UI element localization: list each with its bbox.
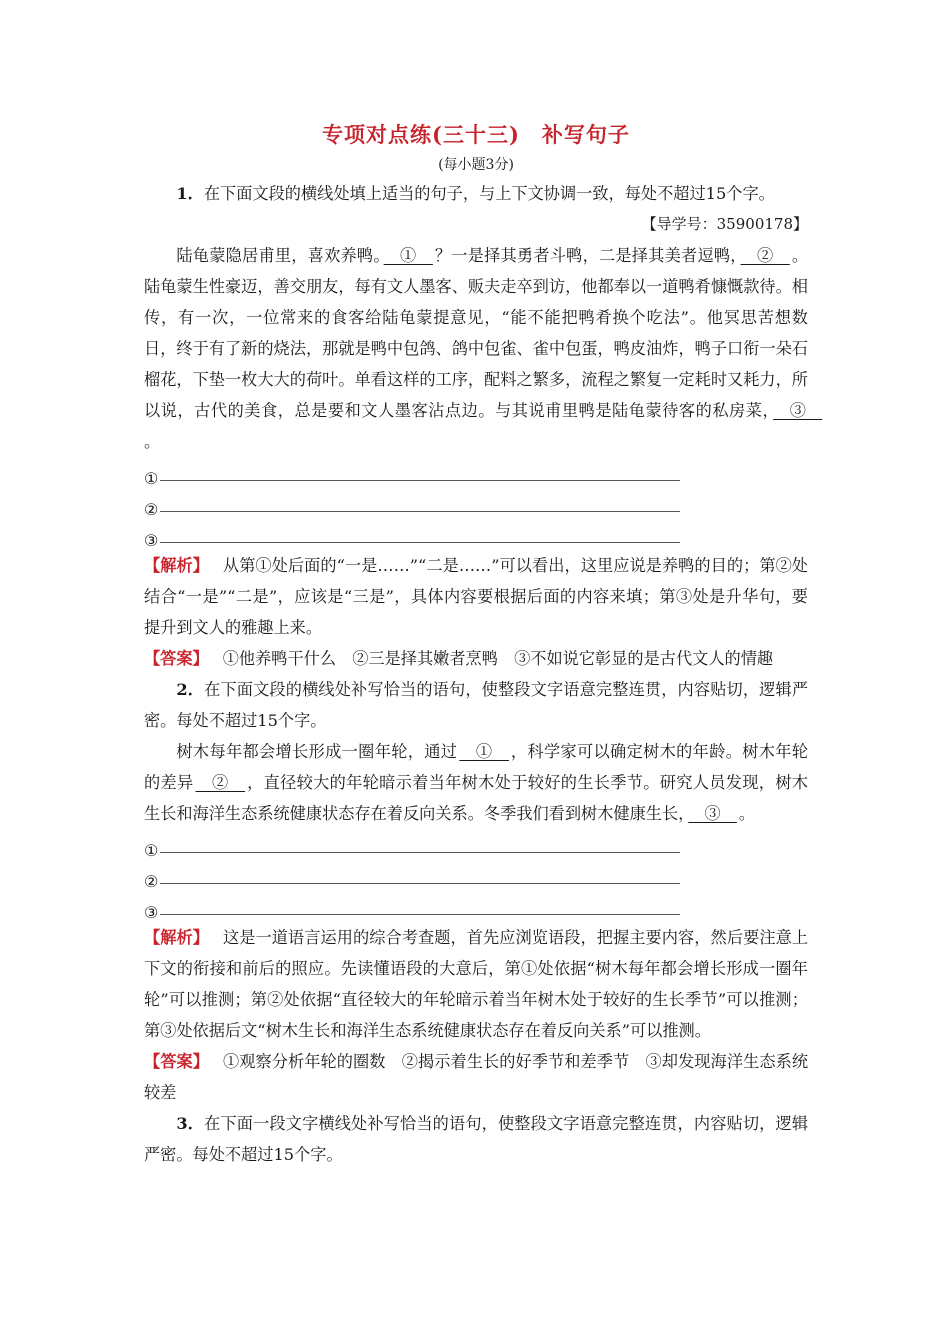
passage-text: 树木每年都会增长形成一圈年轮，通过 — [176, 742, 458, 761]
document-page — [144, 118, 823, 1170]
answer-rule — [160, 480, 680, 481]
answer-line-marker: ② — [144, 872, 159, 891]
answer-text: ①观察分析年轮的圈数 ②揭示着生长的好季节和差季节 ③却发现海洋生态系统较差 — [144, 1052, 809, 1102]
question-2-number: 2． — [176, 680, 205, 699]
question-2-answer — [144, 1046, 808, 1108]
answer-line-3 — [144, 891, 808, 922]
question-1-analysis — [144, 550, 808, 643]
question-2-analysis — [144, 922, 808, 1046]
question-3-text: 在下面一段文字横线处补写恰当的语句，使整段文字语意完整连贯，内容贴切，逻辑严密。每处不超过15个字。 — [144, 1114, 809, 1164]
answer-rule — [160, 883, 680, 884]
passage-text: ，直径较大的年轮暗示着当年树木处于较好的生长季节。研究人员发现，树木生长和海洋生态系统健康状态存在着反向关系。冬季我们看到树木健康生长， — [144, 773, 809, 823]
answer-tag: 【答案】 — [144, 1052, 210, 1071]
page-subtitle: (每小题3分) — [438, 157, 514, 173]
passage-text: 。陆龟蒙生性豪迈，善交朋友，每有文人墨客、贩夫走卒到访，他都奉以一道鸭肴慷慨款待。相传，有一次，一位常来的食客给陆龟蒙提意见，“能不能把鸭肴换个吃法”。他冥思苦想数日，终于有了新的烧法，那就是鸭中包鸽、鸽中包雀、雀中包蛋，鸭皮油炸，鸭子口衔一朵石榴花，下垫一枚大大的荷叶。单看这样的工序，配料之繁多，流程之繁复一定耗时又耗力，所以说，古代的美食，总是要和文人墨客沾点边。与其说甫里鸭是陆龟蒙待客的私房菜， — [144, 246, 808, 420]
analysis-tag: 【解析】 — [144, 556, 209, 575]
analysis-text: 从第①处后面的“一是……”“二是……”可以看出，这里应说是养鸭的目的；第②处结合“一是”“二是”，应该是“三是”，具体内容要根据后面的内容来填；第③处是升华句，要提升到文人的雅趣上来。 — [144, 556, 808, 637]
fill-blank-3: ③ — [688, 804, 737, 823]
answer-rule — [160, 914, 680, 915]
fill-blank-2: ② — [740, 246, 790, 265]
answer-rule — [160, 542, 680, 543]
passage-text: 。 — [738, 804, 756, 823]
guide-number: 【导学号：35900178】 — [641, 215, 808, 233]
answer-line-marker: ③ — [144, 531, 159, 550]
question-2-prompt — [144, 674, 808, 736]
question-1-answer — [144, 643, 808, 674]
fill-blank-3: ③ — [773, 401, 823, 420]
passage-text: 陆龟蒙隐居甫里，喜欢养鸭。 — [176, 246, 382, 265]
answer-line-2 — [144, 488, 808, 519]
analysis-text: 这是一道语言运用的综合考查题，首先应浏览语段，把握主要内容，然后要注意上下文的衔接和前后的照应。先读懂语段的大意后，第①处依据“树木每年都会增长形成一圈年轮”可以推测；第②处依据“直径较大的年轮暗示着当年树木处于较好的生长季节”可以推测；第③处依据后文“树木生长和海洋生态系统健康状态存在着反向关系”可以推测。 — [144, 928, 809, 1040]
fill-blank-1: ① — [459, 742, 509, 761]
answer-line-3 — [144, 519, 808, 550]
answer-line-marker: ③ — [144, 903, 159, 922]
page-title: 专项对点练(三十三) 补写句子 — [322, 122, 630, 147]
answer-line-marker: ② — [144, 500, 159, 519]
answer-line-1 — [144, 829, 808, 860]
answer-line-marker: ① — [144, 841, 159, 860]
question-3-prompt — [144, 1108, 808, 1170]
fill-blank-1: ① — [383, 246, 433, 265]
fill-blank-2: ② — [195, 773, 246, 792]
question-2-passage — [144, 736, 808, 829]
answer-rule — [160, 852, 680, 853]
passage-text: ？一是择其勇者斗鸭，二是择其美者逗鸭， — [434, 246, 739, 265]
question-1-text: 在下面文段的横线处填上适当的句子，与上下文协调一致，每处不超过15个字。 — [203, 184, 775, 203]
question-1-prompt — [144, 178, 808, 209]
question-1-passage — [144, 240, 823, 457]
passage-text: 。 — [144, 432, 161, 451]
answer-line-marker: ① — [144, 469, 159, 488]
analysis-tag: 【解析】 — [144, 928, 210, 947]
answer-tag: 【答案】 — [144, 649, 209, 668]
answer-line-2 — [144, 860, 808, 891]
passage-text: ，科学家可以确定树木的年龄。树木年轮的差异 — [144, 742, 809, 792]
answer-rule — [160, 511, 680, 512]
question-3-number: 3． — [176, 1114, 205, 1133]
answer-line-1 — [144, 457, 808, 488]
question-1-number: 1． — [176, 184, 204, 203]
question-2-text: 在下面文段的横线处补写恰当的语句，使整段文字语意完整连贯，内容贴切，逻辑严密。每处不超过15个字。 — [144, 680, 809, 730]
answer-text: ①他养鸭干什么 ②三是择其嫩者烹鸭 ③不如说它彰显的是古代文人的情趣 — [222, 649, 774, 668]
